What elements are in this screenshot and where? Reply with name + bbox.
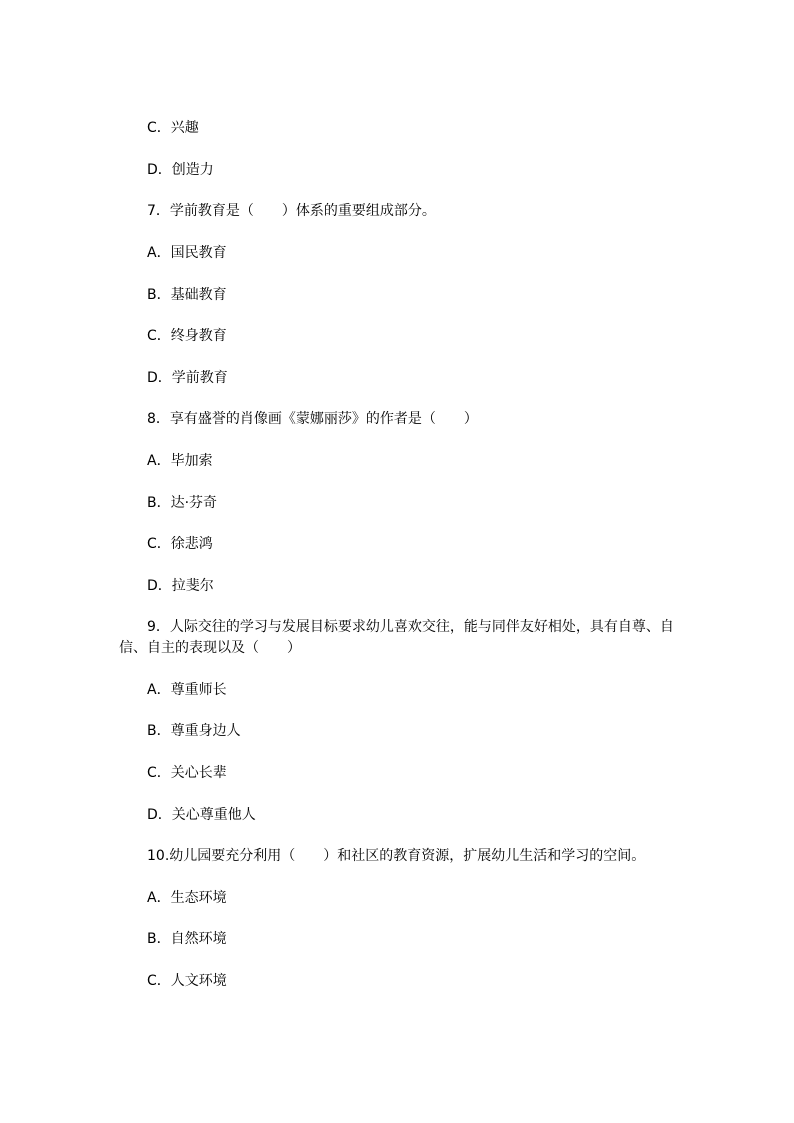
question-7-option-b: B．基础教育 (147, 287, 227, 303)
question-9-option-a: A．尊重师长 (147, 682, 227, 698)
question-7-option-c: C．终身教育 (147, 328, 227, 344)
question-9-option-b: B．尊重身边人 (147, 723, 241, 739)
option-d-creativity: D．创造力 (147, 162, 214, 178)
question-8-option-b: B．达·芬奇 (147, 495, 218, 511)
question-8-option-c: C．徐悲鸿 (147, 536, 213, 552)
question-9-option-c: C．关心长辈 (147, 765, 227, 781)
question-10-option-b: B．自然环境 (147, 931, 227, 947)
option-c-interest: C．兴趣 (147, 120, 199, 136)
question-9-line-1: 9．人际交往的学习与发展目标要求幼儿喜欢交往，能与同伴友好相处，具有自尊、自 (147, 619, 674, 635)
question-10-option-a: A．生态环境 (147, 890, 227, 906)
question-10: 10.幼儿园要充分利用（ ）和社区的教育资源，扩展幼儿生活和学习的空间。 (147, 848, 646, 864)
question-7-option-d: D．学前教育 (147, 370, 228, 386)
question-10-option-c: C．人文环境 (147, 973, 227, 989)
question-8-option-a: A．毕加索 (147, 453, 213, 469)
question-8-option-d: D．拉斐尔 (147, 578, 214, 594)
question-9-line-2: 信、自主的表现以及（ ） (119, 640, 301, 656)
question-7: 7．学前教育是（ ）体系的重要组成部分。 (147, 203, 436, 219)
question-9-option-d: D．关心尊重他人 (147, 807, 256, 823)
question-8: 8．享有盛誉的肖像画《蒙娜丽莎》的作者是（ ） (147, 411, 478, 427)
question-7-option-a: A．国民教育 (147, 245, 227, 261)
